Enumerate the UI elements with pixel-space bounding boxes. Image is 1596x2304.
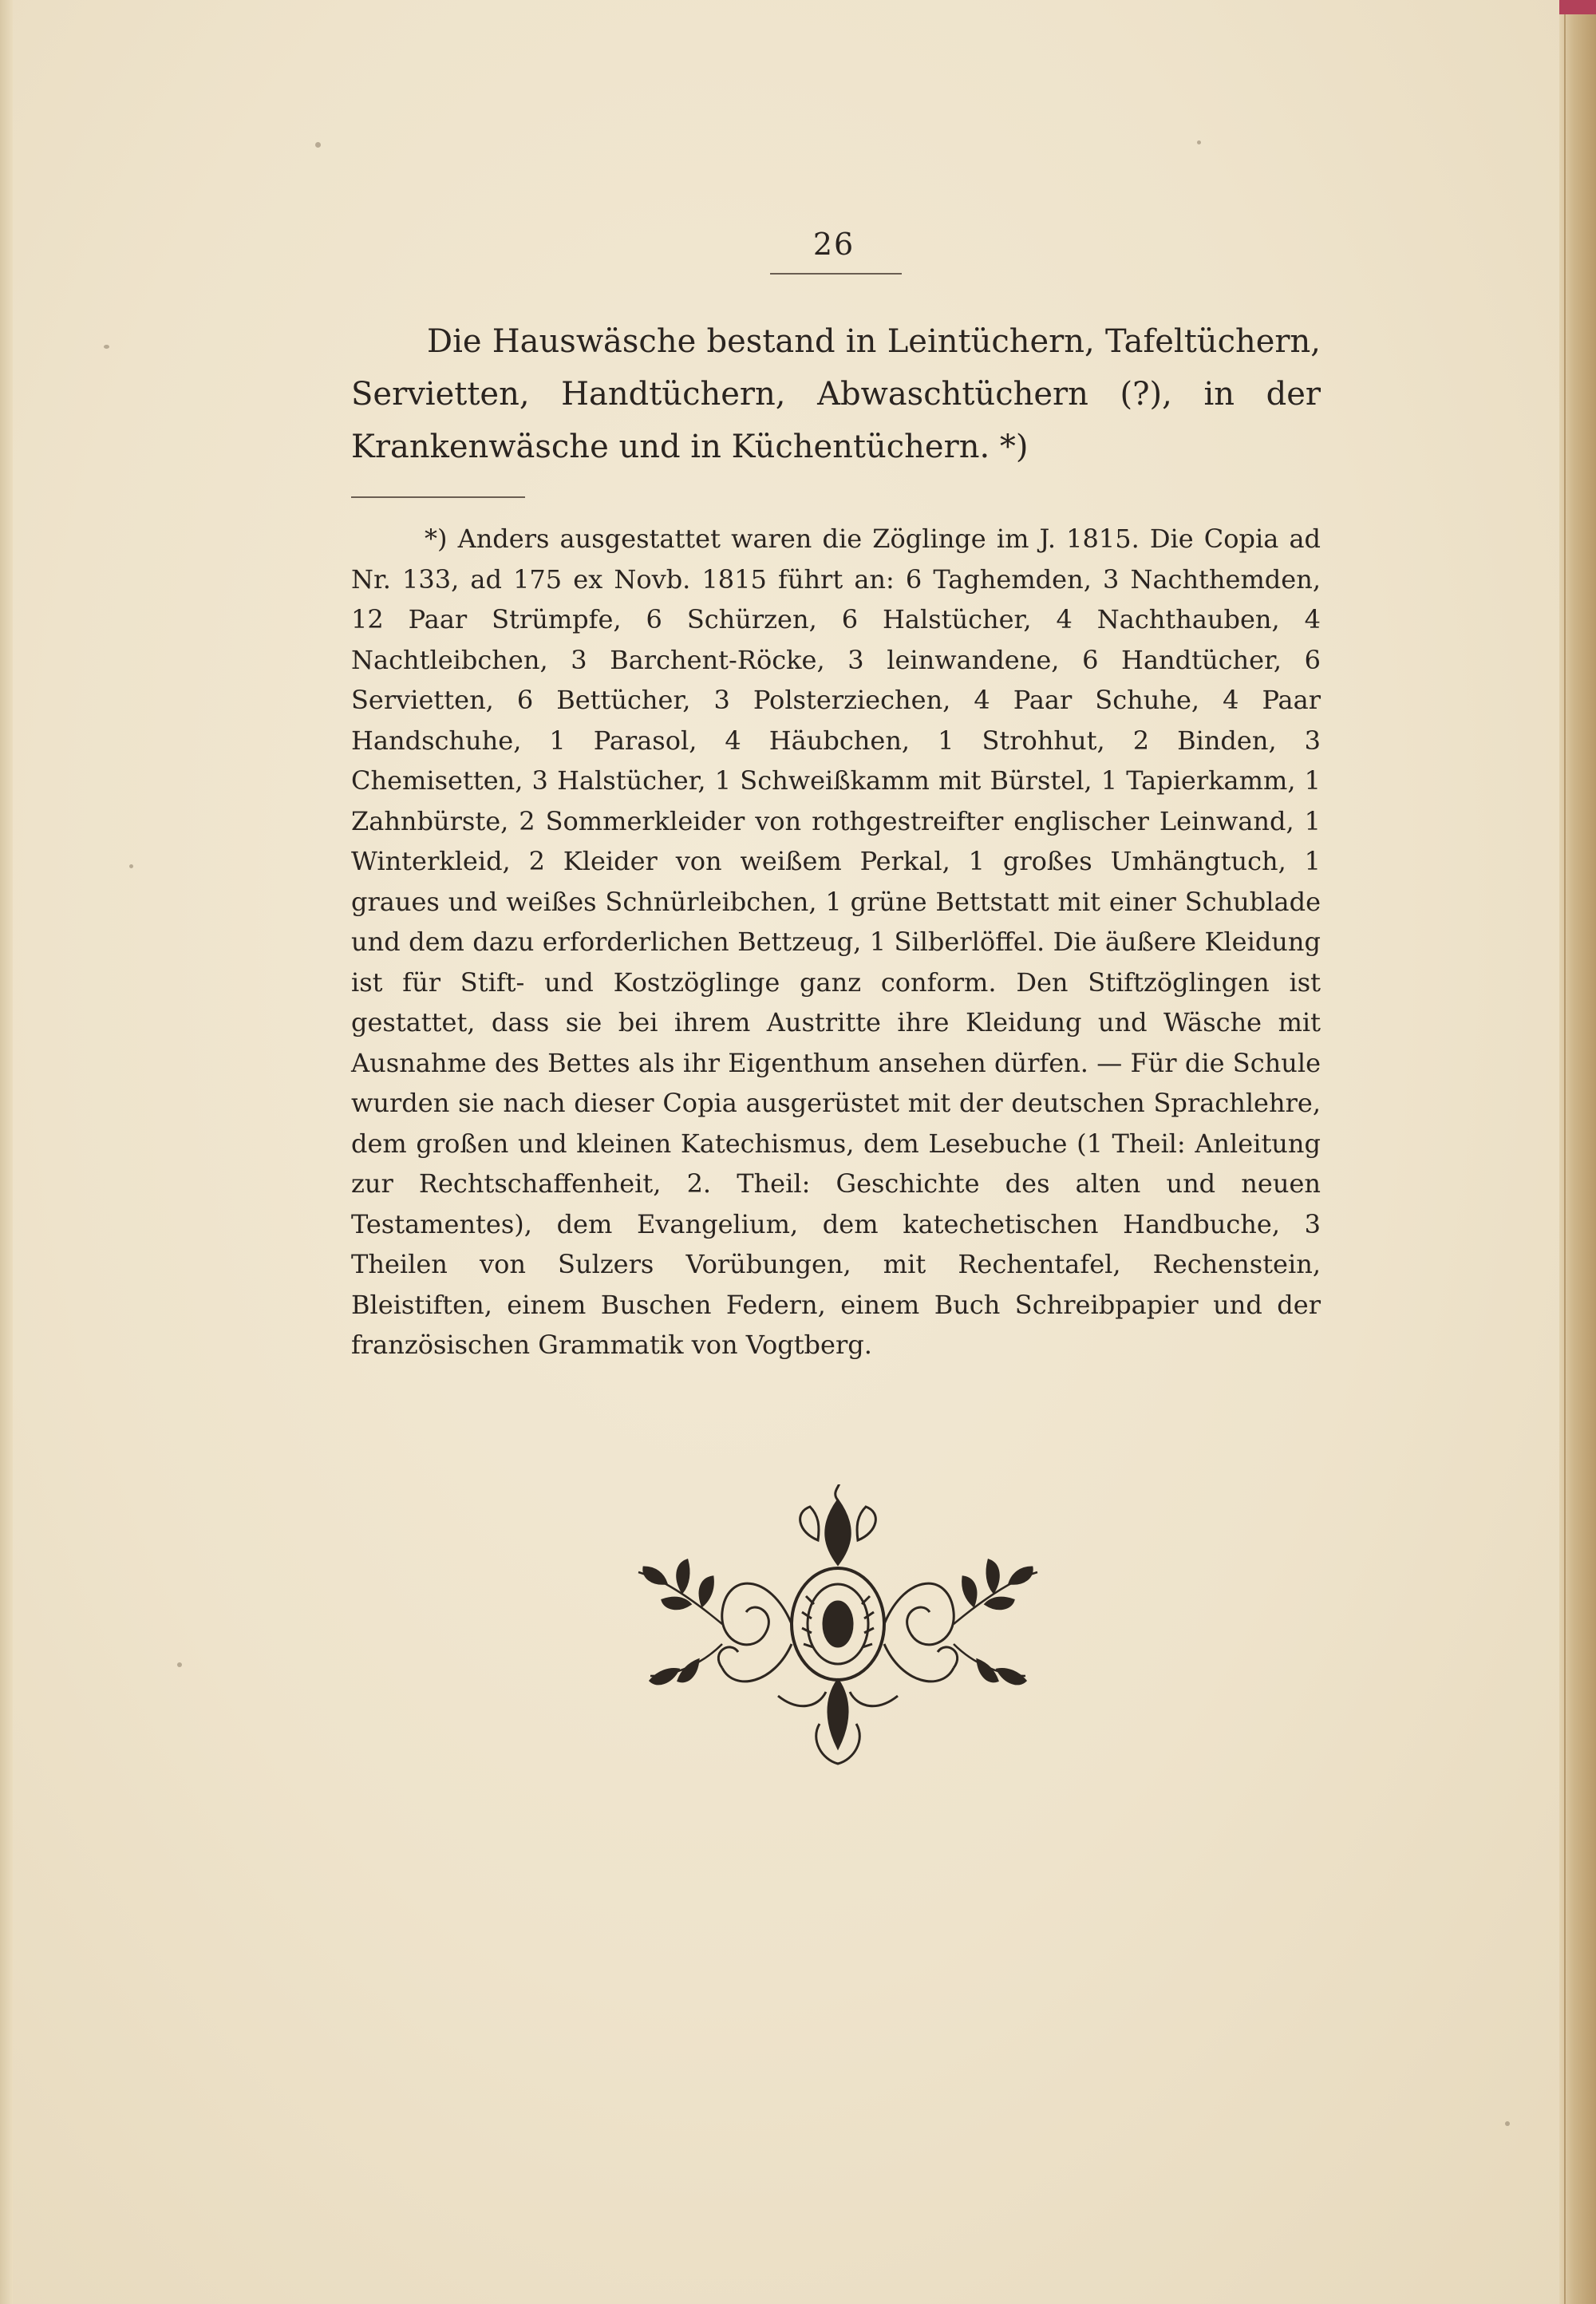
page-left-gutter bbox=[0, 0, 13, 2304]
page-number: 26 bbox=[812, 227, 855, 262]
paper-speck bbox=[104, 345, 109, 349]
page-edge-line bbox=[1564, 0, 1566, 2304]
footnote: *) Anders ausgestattet waren die Zöglinge im J. 1815. Die Copia ad Nr. 133, ad 175 ex Novb. 1815 führt an: 6 Taghemden, 3 Nachthemden, 12 Paar Strümpfe, 6 Schürzen, 6 Halstücher, 4 Nachthauben, 4 Nachtleibchen, 3 Barchent-Röcke, 3 leinwandene, 6 Handtücher, 6 Servietten, 6 Bettücher, 3 Polsterziechen, 4 Paar Schuhe, 4 Paar Handschuhe, 1 Parasol, 4 Häubchen, 1 Strohhut, 2 Binden, 3 Chemisetten, 3 Halstücher, 1 Schweißkamm mit Bürstel, 1 Tapierkamm, 1 Zahnbürste, 2 Sommerkleider von rothgestreifter englischer Leinwand, 1 Winterkleid, 2 Kleider von weißem Perkal, 1 großes Umhängtuch, 1 graues und weißes Schnürleibchen, 1 grüne Bettstatt mit einer Schublade und dem dazu erforderlichen Bettzeug, 1 Silberlöffel. Die äußere Kleidung ist für Stift- und Kostzöglinge ganz conform. Den Stiftzöglingen ist gestattet, dass sie bei ihrem Austritte ihre Kleidung und Wäsche mit Ausnahme des Bettes als ihr Eigenthum ansehen dürfen. — Für die Schule wurden sie nach dieser Copia ausgerüstet mit der deutschen Sprachlehre, dem großen und kleinen Katechismus, dem Lesebuche (1 Theil: Anleitung zur Rechtschaffenheit, 2. Theil: Geschichte des alten und neuen Testamentes), dem Evangelium, dem katechetischen Handbuche, 3 Theilen von Sulzers Vorübungen, mit Rechentafel, Rechenstein, Bleistiften, einem Buschen Federn, einem Buch Schreibpapier und der französischen Grammatik von Vogtberg. bbox=[351, 524, 1321, 1360]
page-number-rule bbox=[770, 273, 902, 275]
paper-speck bbox=[1505, 2121, 1510, 2126]
footnote-rule bbox=[351, 496, 525, 498]
body-paragraph: Die Hauswäsche bestand in Leintüchern, Tafeltüchern, Servietten, Handtüchern, Abwaschtüchern (?), in der Krankenwäsche und in Küchentüchern. *) bbox=[351, 323, 1321, 465]
binding-corner bbox=[1559, 0, 1596, 14]
paper-speck bbox=[177, 1662, 182, 1667]
paper-speck bbox=[1197, 140, 1201, 144]
paper-speck bbox=[129, 864, 133, 868]
paper-speck bbox=[315, 142, 321, 148]
floral-tailpiece-ornament-icon bbox=[634, 1484, 1041, 1772]
